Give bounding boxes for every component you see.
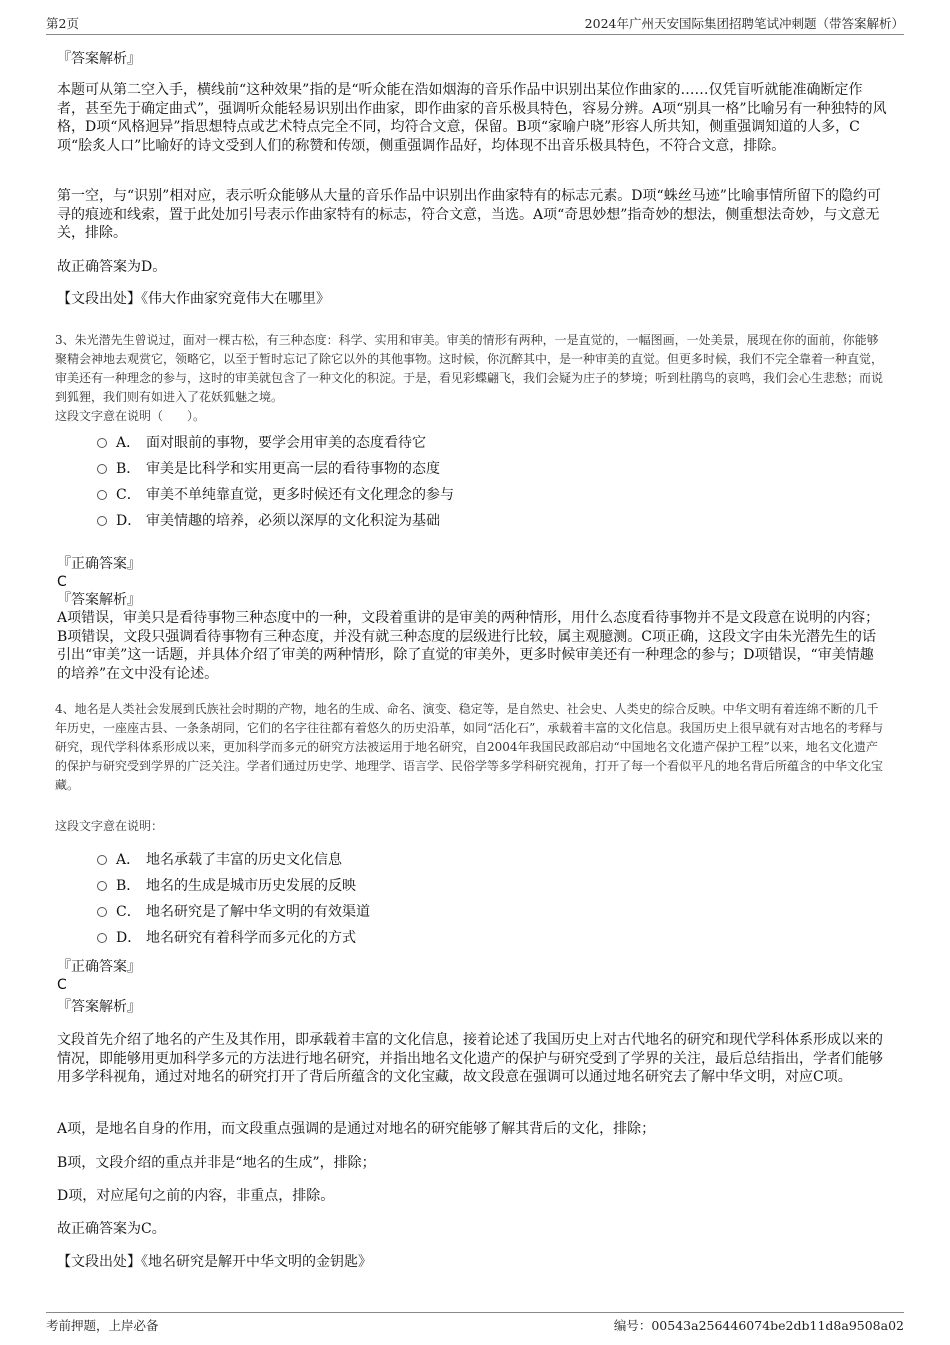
- answer-value: C: [57, 574, 67, 590]
- q2-analysis-paragraph: 本题可从第二空入手，横线前“这种效果”指的是“听众能在浩如烟海的音乐作品中识别出某位作曲家的……仅凭盲听就能准确断定作者，甚至先于确定曲式”，强调听众能轻易识别出作曲家，即作曲家的音乐极具特色，容易分辨。A项“别具一格”比喻另有一种独特的风格，D项“风格迥异”指思想特点或艺术特点完全不同，均符合文意，保留。B项“家喻户晓”形容人所共知，侧重强调知道的人多，C项“脍炙人口”比喻好的诗文受到人们的称赞和传颂，侧重强调作品好，均体现不出音乐极具特色，不符合文意，排除。: [57, 82, 887, 154]
- q4-options: [97, 847, 797, 951]
- page-number: 第2页: [46, 16, 79, 31]
- q4-passage: 4、地名是人类社会发展到氏族社会时期的产物，地名的生成、命名、演变、稳定等，是自然史、社会史、人类史的综合反映。中华文明有着连绵不断的几千年历史，一座座古县、一条条胡同，它们的名字往往都有着悠久的历史沿革，如同“活化石”，承载着丰富的文化信息。我国历史上很早就有对古地名的考释与研究，现代学科体系形成以来，更加科学而多元的研究方法被运用于地名研究，自2004年我国民政部启动“中国地名文化遗产保护工程”以来，地名文化遗产的保护与研究受到学界的广泛关注。学者们通过历史学、地理学、语言学、民俗学等多学科研究视角，打开了每一个看似平凡的地名背后所蕴含的中华文化宝藏。: [55, 702, 884, 792]
- radio-icon[interactable]: [97, 933, 107, 943]
- option-b[interactable]: B． 地名的生成是城市历史发展的反映: [97, 873, 797, 899]
- answer-value: C: [57, 977, 67, 993]
- q4-analysis-paragraph: D项，对应尾句之前的内容，非重点，排除。: [57, 1188, 335, 1204]
- footer-slogan: 考前押题，上岸必备: [46, 1318, 159, 1333]
- answer-label: 『正确答案』: [57, 959, 141, 975]
- option-b[interactable]: B． 审美是比科学和实用更高一层的看待事物的态度: [97, 456, 797, 482]
- option-c[interactable]: C． 审美不单纯靠直觉，更多时候还有文化理念的参与: [97, 482, 797, 508]
- page-footer: [46, 1312, 904, 1333]
- radio-icon[interactable]: [97, 490, 107, 500]
- radio-icon[interactable]: [97, 464, 107, 474]
- option-a[interactable]: A． 面对眼前的事物，要学会用审美的态度看待它: [97, 430, 797, 456]
- q4-analysis-paragraph: 文段首先介绍了地名的产生及其作用，即承载着丰富的文化信息，接着论述了我国历史上对古代地名的研究和现代学科体系形成以来的情况，即能够用更加科学多元的方法进行地名研究，并指出地名文化遗产的保护与研究受到了学界的关注，最后总结指出，学者们能够用多学科视角，通过对地名的研究打开了背后所蕴含的文化宝藏，故文段意在强调可以通过地名研究去了解中华文明，对应C项。: [57, 1032, 883, 1085]
- radio-icon[interactable]: [97, 438, 107, 448]
- radio-icon[interactable]: [97, 516, 107, 526]
- radio-icon[interactable]: [97, 881, 107, 891]
- document-title: 2024年广州天安国际集团招聘笔试冲刺题（带答案解析）: [584, 16, 904, 31]
- q4-question: 这段文字意在说明：: [55, 819, 164, 833]
- q4-analysis-label: 『答案解析』: [57, 999, 141, 1015]
- q3-answer: [57, 555, 887, 683]
- q3-options: [97, 430, 797, 534]
- analysis-label: 『答案解析』: [57, 592, 141, 608]
- analysis-label: 『答案解析』: [57, 51, 141, 67]
- q2-source: 【文段出处】《伟大作曲家究竟伟大在哪里》: [57, 291, 330, 307]
- q3-passage: 3、朱光潜先生曾说过，面对一棵古松，有三种态度：科学、实用和审美。审美的情形有两种，一是直觉的，一幅图画，一处美景，展现在你的面前，你能够聚精会神地去观赏它，领略它，以至于暂时忘记了除它以外的其他事物。这时候，你沉醉其中，是一种审美的直觉。但更多时候，我们不完全靠着一种直觉，审美还有一种理念的参与，这时的审美就包含了一种文化的积淀。于是，看见彩蝶翩飞，我们会疑为庄子的梦境；听到杜鹃鸟的哀鸣，我们会心生悲愁；而说到狐狸，我们则有如进入了花妖狐魅之境。 这段文字意在说明（ ）。: [55, 331, 885, 426]
- option-d[interactable]: D． 审美情趣的培养，必须以深厚的文化积淀为基础: [97, 508, 797, 534]
- q3-analysis: A项错误，审美只是看待事物三种态度中的一种，文段着重讲的是审美的两种情形，用什么态度看待事物并不是文段意在说明的内容；B项错误，文段只强调看待事物有三种态度，并没有就三种态度的层级进行比较，属主观臆测。C项正确，这段文字由朱光潜先生的话引出“审美”这一话题，并具体介绍了审美的两种情形，除了直觉的审美外，更多时候审美还有一种理念的参与；D项错误，“审美情趣的培养”在文中没有论述。: [57, 610, 880, 682]
- q4-conclusion: 故正确答案为C。: [57, 1221, 166, 1237]
- q4-analysis-paragraph: B项，文段介绍的重点并非是“地名的生成”，排除；: [57, 1155, 376, 1171]
- q2-analysis-paragraph: 第一空，与“识别”相对应，表示听众能够从大量的音乐作品中识别出作曲家特有的标志元素。D项“蛛丝马迹”比喻事情所留下的隐约可寻的痕迹和线索，置于此处加引号表示作曲家特有的标志，符合文意，当选。A项“奇思妙想”指奇妙的想法，侧重想法奇妙，与文意无关，排除。: [57, 188, 881, 241]
- option-a[interactable]: A． 地名承载了丰富的历史文化信息: [97, 847, 797, 873]
- answer-label: 『正确答案』: [57, 556, 141, 572]
- q4-answer: [57, 958, 887, 994]
- q3-question: 这段文字意在说明（ ）。: [55, 409, 206, 423]
- q4-analysis-paragraph: A项，是地名自身的作用，而文段重点强调的是通过对地名的研究能够了解其背后的文化，排除；: [57, 1121, 656, 1137]
- page-header: [46, 14, 904, 35]
- document-id: 编号：00543a256446074be2db11d8a9508a02: [613, 1318, 904, 1333]
- q2-conclusion: 故正确答案为D。: [57, 259, 167, 275]
- option-c[interactable]: C． 地名研究是了解中华文明的有效渠道: [97, 899, 797, 925]
- option-d[interactable]: D． 地名研究有着科学而多元化的方式: [97, 925, 797, 951]
- q2-analysis: [57, 50, 887, 68]
- q4-source: 【文段出处】《地名研究是解开中华文明的金钥匙》: [57, 1254, 372, 1270]
- radio-icon[interactable]: [97, 907, 107, 917]
- radio-icon[interactable]: [97, 855, 107, 865]
